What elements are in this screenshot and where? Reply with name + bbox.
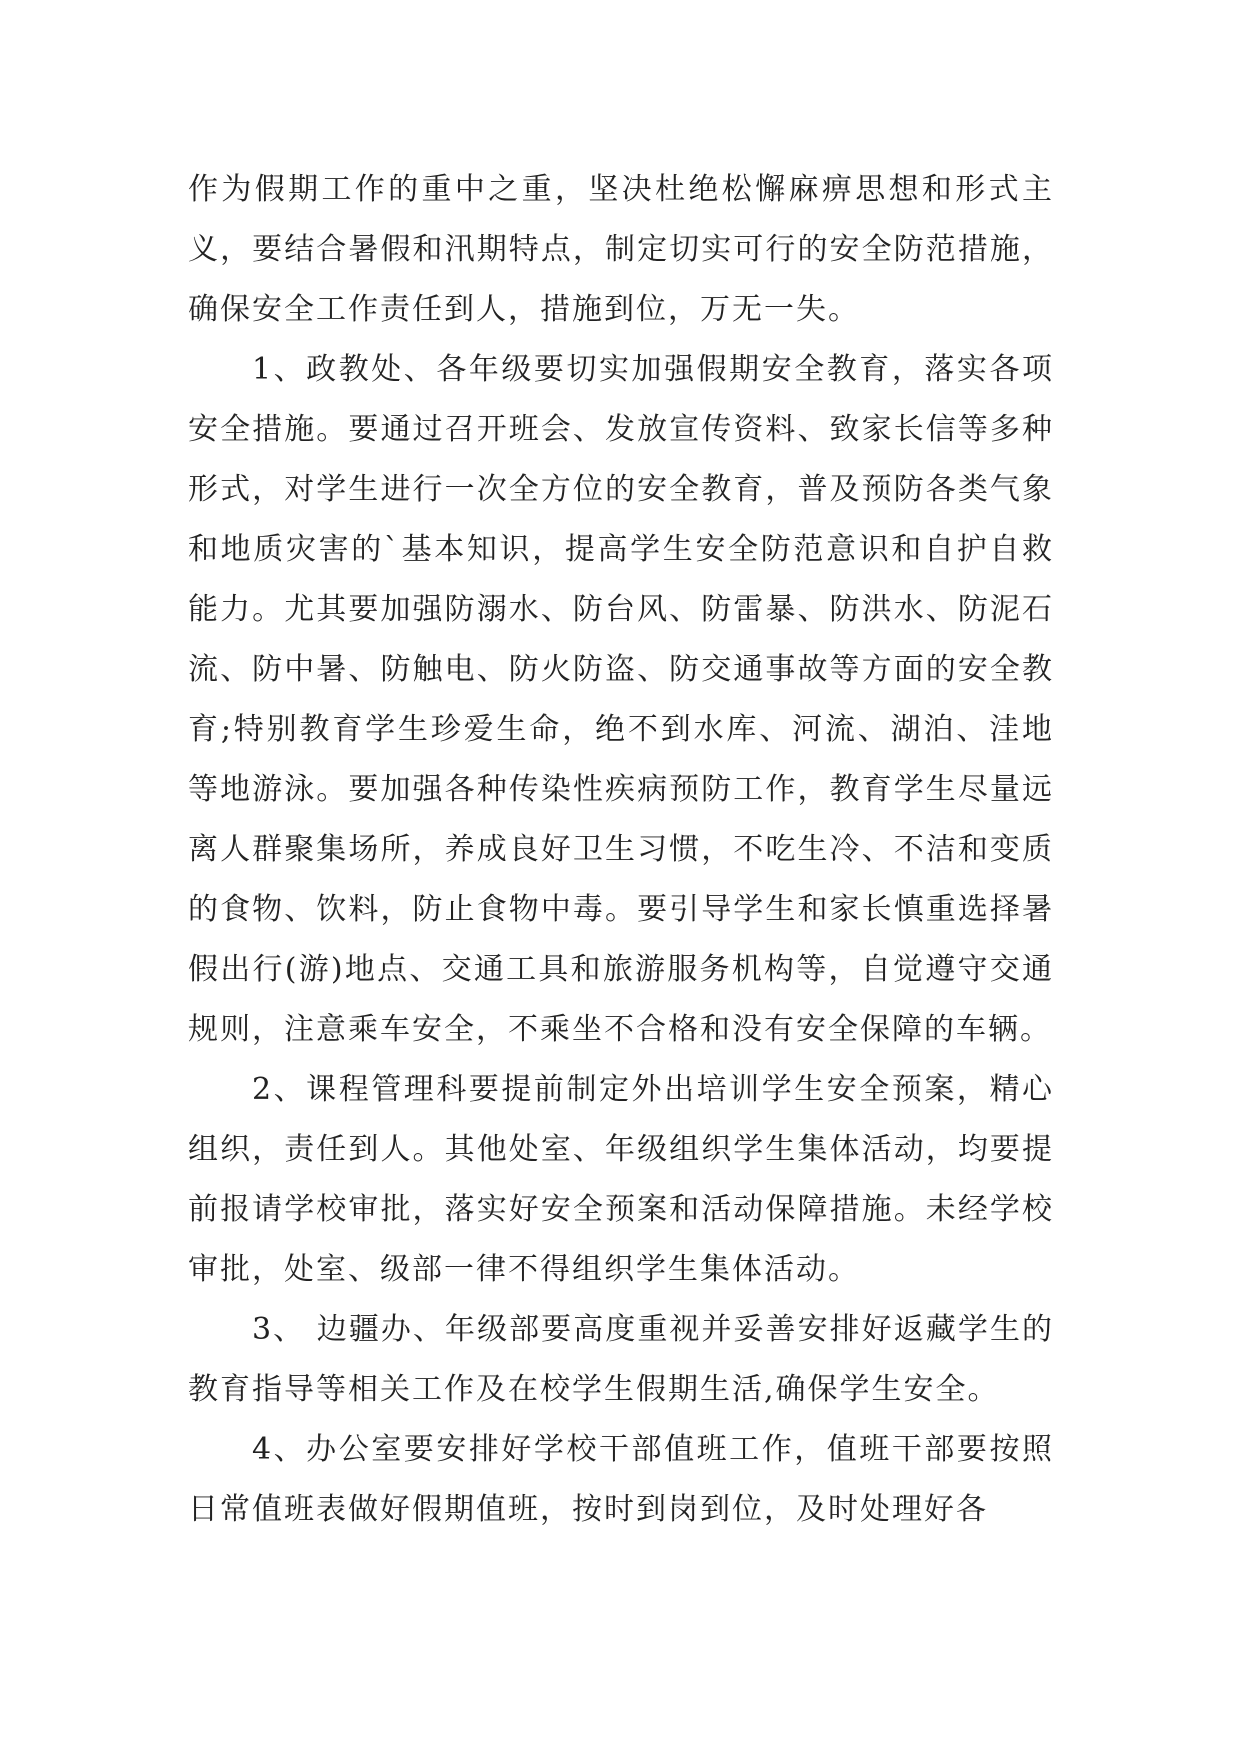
document-body	[188, 160, 1054, 1540]
paragraph-item-3: 3、 边疆办、年级部要高度重视并妥善安排好返藏学生的教育指导等相关工作及在校学生假期生活,确保学生安全。	[188, 1312, 1054, 1407]
paragraph-item-1: 1、政教处、各年级要切实加强假期安全教育，落实各项安全措施。要通过召开班会、发放宣传资料、致家长信等多种形式，对学生进行一次全方位的安全教育，普及预防各类气象和地质灾害的`基本知识，提高学生安全防范意识和自护自救能力。尤其要加强防溺水、防台风、防雷暴、防洪水、防泥石流、防中暑、防触电、防火防盗、防交通事故等方面的安全教育;特别教育学生珍爱生命，绝不到水库、河流、湖泊、洼地等地游泳。要加强各种传染性疾病预防工作，教育学生尽量远离人群聚集场所，养成良好卫生习惯，不吃生冷、不洁和变质的食物、饮料，防止食物中毒。要引导学生和家长慎重选择暑假出行(游)地点、交通工具和旅游服务机构等，自觉遵守交通规则，注意乘车安全，不乘坐不合格和没有安全保障的车辆。	[188, 352, 1054, 1047]
paragraph-item-2: 2、课程管理科要提前制定外出培训学生安全预案，精心组织，责任到人。其他处室、年级组织学生集体活动，均要提前报请学校审批，落实好安全预案和活动保障措施。未经学校审批，处室、级部一律不得组织学生集体活动。	[188, 1072, 1054, 1287]
paragraph-item-4: 4、办公室要安排好学校干部值班工作，值班干部要按照日常值班表做好假期值班，按时到岗到位，及时处理好各	[188, 1432, 1054, 1527]
paragraph-continuation: 作为假期工作的重中之重，坚决杜绝松懈麻痹思想和形式主义，要结合暑假和汛期特点，制定切实可行的安全防范措施，确保安全工作责任到人，措施到位，万无一失。	[188, 172, 1054, 327]
